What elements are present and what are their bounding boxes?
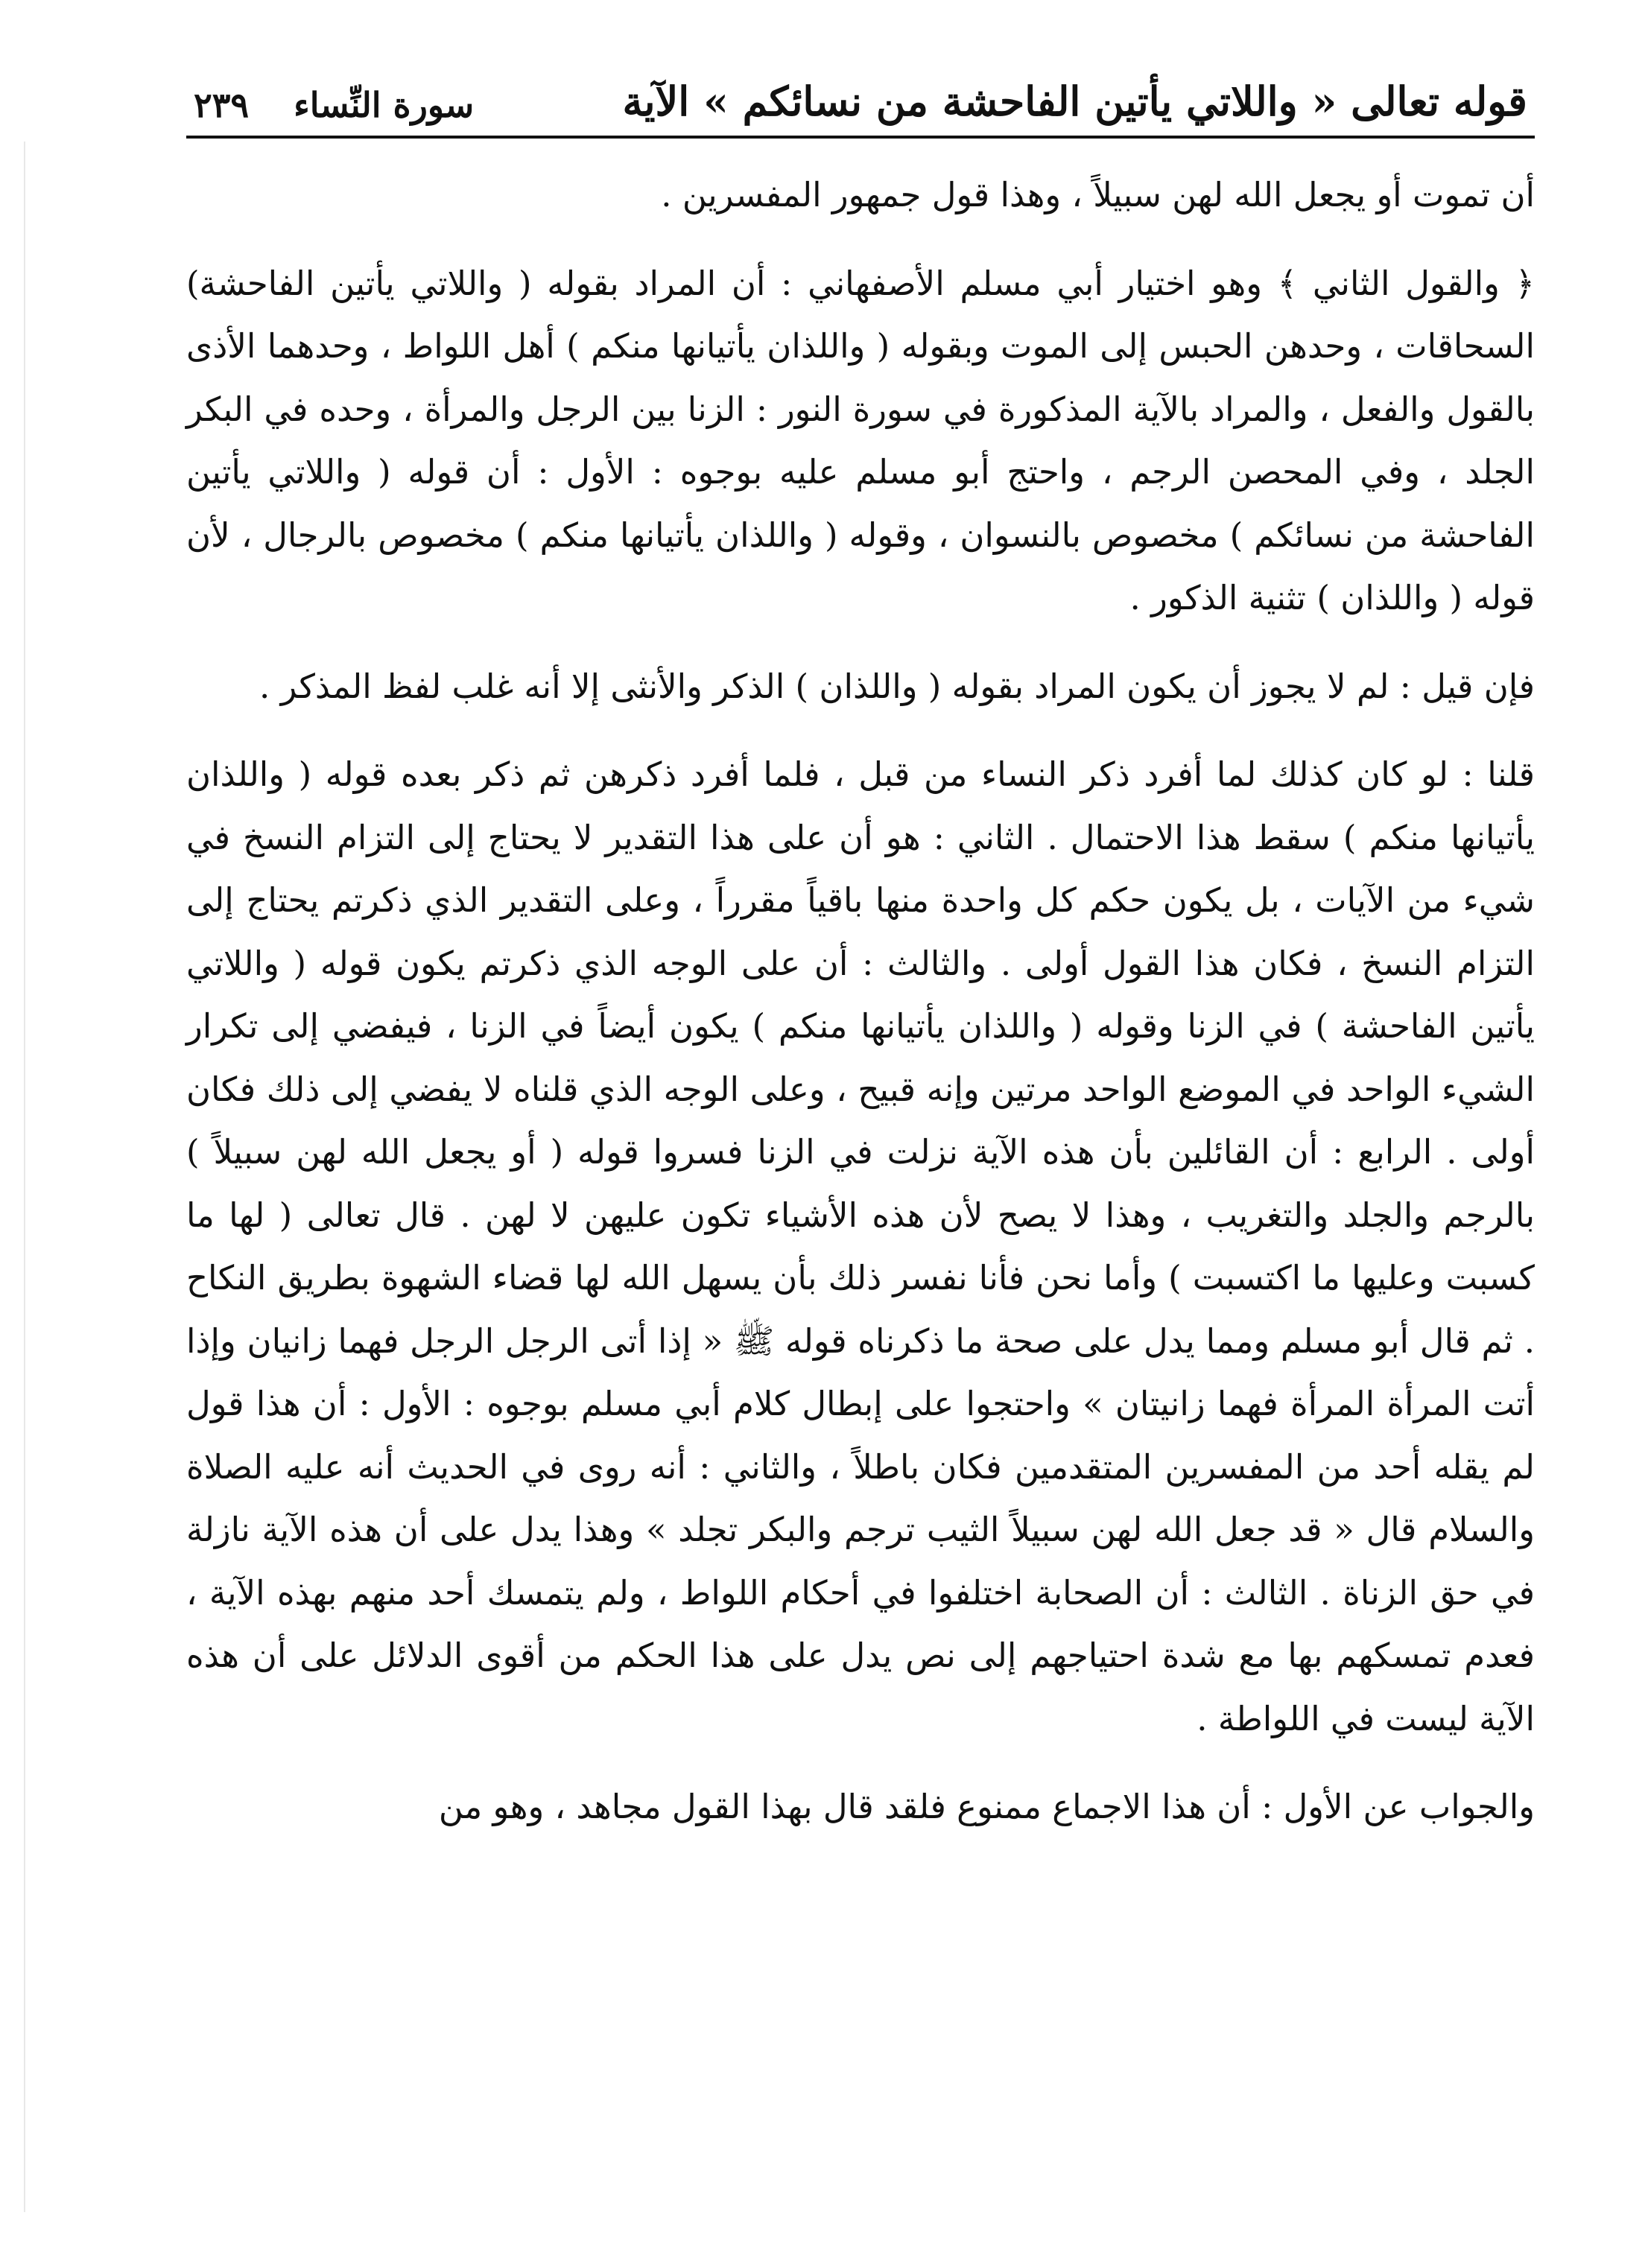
header-title: قوله تعالى « واللاتي يأتين الفاحشة من نسائكم » الآية — [622, 77, 1527, 125]
paragraph: قلنا : لو كان كذلك لما أفرد ذكر النساء من قبل ، فلما أفرد ذكرهن ثم ذكر بعده قوله ( واللذان يأتيانها منكم ) سقط هذا الاحتمال . الثاني : هو أن على هذا التقدير لا يحتاج إلى التزام النسخ في شيء من الآيات ، بل يكون حكم كل واحدة منها باقياً مقرراً ، وعلى التقدير الذي ذكرتم يحتاج إلى التزام النسخ ، فكان هذا القول أولى . والثالث : أن على الوجه الذي ذكرتم يكون قوله ( واللاتي يأتين الفاحشة ) في الزنا وقوله ( واللذان يأتيانها منكم ) يكون أيضاً في الزنا ، فيفضي إلى تكرار الشيء الواحد في الموضع الواحد مرتين وإنه قبيح ، وعلى الوجه الذي قلناه لا يفضي إلى ذلك فكان أولى . الرابع : أن القائلين بأن هذه الآية نزلت في الزنا فسروا قوله ( أو يجعل الله لهن سبيلاً ) بالرجم والجلد والتغريب ، وهذا لا يصح لأن هذه الأشياء تكون عليهن لا لهن . قال تعالى ( لها ما كسبت وعليها ما اكتسبت ) وأما نحن فأنا نفسر ذلك بأن يسهل الله لها قضاء الشهوة بطريق النكاح . ثم قال أبو مسلم ومما يدل على صحة ما ذكرناه قوله ﷺ « إذا أتى الرجل الرجل فهما زانيان وإذا أتت المرأة المرأة فهما زانيتان » واحتجوا على إبطال كلام أبي مسلم بوجوه : الأول : أن هذا قول لم يقله أحد من المفسرين المتقدمين فكان باطلاً ، والثاني : أنه روى في الحديث أنه عليه الصلاة والسلام قال « قد جعل الله لهن سبيلاً الثيب ترجم والبكر تجلد » وهذا يدل على أن هذه الآية نازلة في حق الزناة . الثالث : أن الصحابة اختلفوا في أحكام اللواط ، ولم يتمسك أحد منهم بهذه الآية ، فعدم تمسكهم بها مع شدة احتياجهم إلى نص يدل على هذا الحكم من أقوى الدلائل على أن هذه الآية ليست في اللواطة . — [186, 755, 1536, 1738]
paragraph: أن تموت أو يجعل الله لهن سبيلاً ، وهذا قول جمهور المفسرين . — [661, 175, 1535, 215]
running-header — [186, 67, 1535, 139]
surah-name: سورة النِّساء — [294, 85, 475, 125]
page-body — [186, 164, 1535, 1839]
paragraph: فإن قيل : لم لا يجوز أن يكون المراد بقوله ( واللذان ) الذكر والأنثى إلا أنه غلب لفظ المذكر . — [259, 666, 1535, 706]
page-number: ٢٣٩ — [194, 85, 250, 125]
page-edge-shadow — [24, 142, 25, 2212]
paragraph: ﴿ والقول الثاني ﴾ وهو اختيار أبي مسلم الأصفهاني : أن المراد بقوله ( واللاتي يأتين الفاحشة) السحاقات ، وحدهن الحبس إلى الموت وبقوله ( واللذان يأتيانها منكم ) أهل اللواط ، وحدهما الأذى بالقول والفعل ، والمراد بالآية المذكورة في سورة النور : الزنا بين الرجل والمرأة ، وحده في البكر الجلد ، وفي المحصن الرجم ، واحتج أبو مسلم عليه بوجوه : الأول : أن قوله ( واللاتي يأتين الفاحشة من نسائكم ) مخصوص بالنسوان ، وقوله ( واللذان يأتيانها منكم ) مخصوص بالرجال ، لأن قوله ( واللذان ) تثنية الذكور . — [186, 263, 1535, 617]
paragraph: والجواب عن الأول : أن هذا الاجماع ممنوع فلقد قال بهذا القول مجاهد ، وهو من — [438, 1787, 1535, 1826]
book-page — [186, 67, 1535, 1839]
header-meta — [194, 85, 474, 125]
